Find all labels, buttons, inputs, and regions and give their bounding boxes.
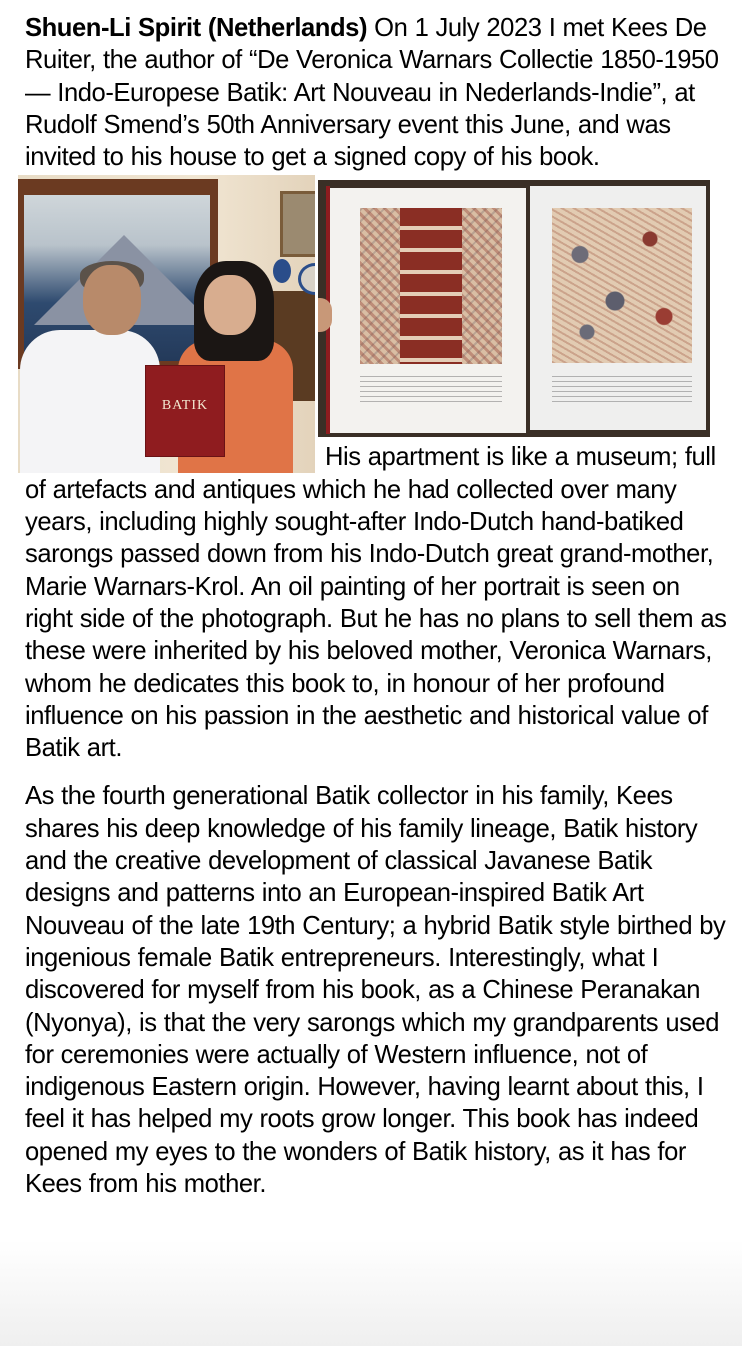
paragraph-2: His apartment is like a museum; full of artefacts and antiques which he had collected over many years, including highly sought-after Indo-Dutch hand-batiked sarongs passed down from his Indo-Dutch great grand-mother, Marie Warnars-Krol. An oil painting of her portrait is seen on right side of the photograph. But he has no plans to sell them as these were inherited by his beloved mother, Veronica Warnars, whom he dedicates this book to, in honour of her profound influence on his passion in the aesthetic and historical value of Batik art. [25,443,727,763]
lead-author-heading: Shuen-Li Spirit (Netherlands) [25,14,368,42]
right-page-text [552,376,692,406]
photo-author-with-kees [18,175,315,473]
batik-sarong-right [552,208,692,363]
paragraph-1-text: On 1 July 2023 I met Kees De Ruiter, the author of “De Veronica Warnars Collectie 1850-1950 — Indo-Europese Batik: Art Nouveau in Nederlands-Indie”, at Rudolf Smend’s 50th Anniversary event this June, and was invited to his house to get a signed copy of his book. [25,14,719,172]
man-head [83,265,141,335]
left-page-text [360,376,502,406]
portrait-frame [280,191,315,257]
photo-book-spread [318,180,710,437]
paragraph-3: As the fourth generational Batik collector in his family, Kees shares his deep knowledge of his family lineage, Batik history and the creative development of classical Javanese Batik designs and patterns into an European-inspired Batik Art Nouveau of the late 19th Century; a hybrid Batik style birthed by ingenious female Batik entrepreneurs. Interestingly, what I discovered for myself from his book, as a Chinese Peranakan (Nyonya), is that the very sarongs which my grandparents used for ceremonies were actually of Western influence, not of indigenous Eastern origin. However, having learnt about this, I feel it has helped my roots grow longer. This book has indeed opened my eyes to the wonders of Batik history, as it has for Kees from his mother. [25,782,726,1199]
book-cover-title: BATIK [161,398,209,414]
man-figure [20,330,160,473]
batik-book [145,365,225,457]
batik-sarong-left [360,208,502,364]
paragraph-1 [25,12,732,173]
batik-center-panel [400,208,462,364]
woman-face [204,275,256,335]
